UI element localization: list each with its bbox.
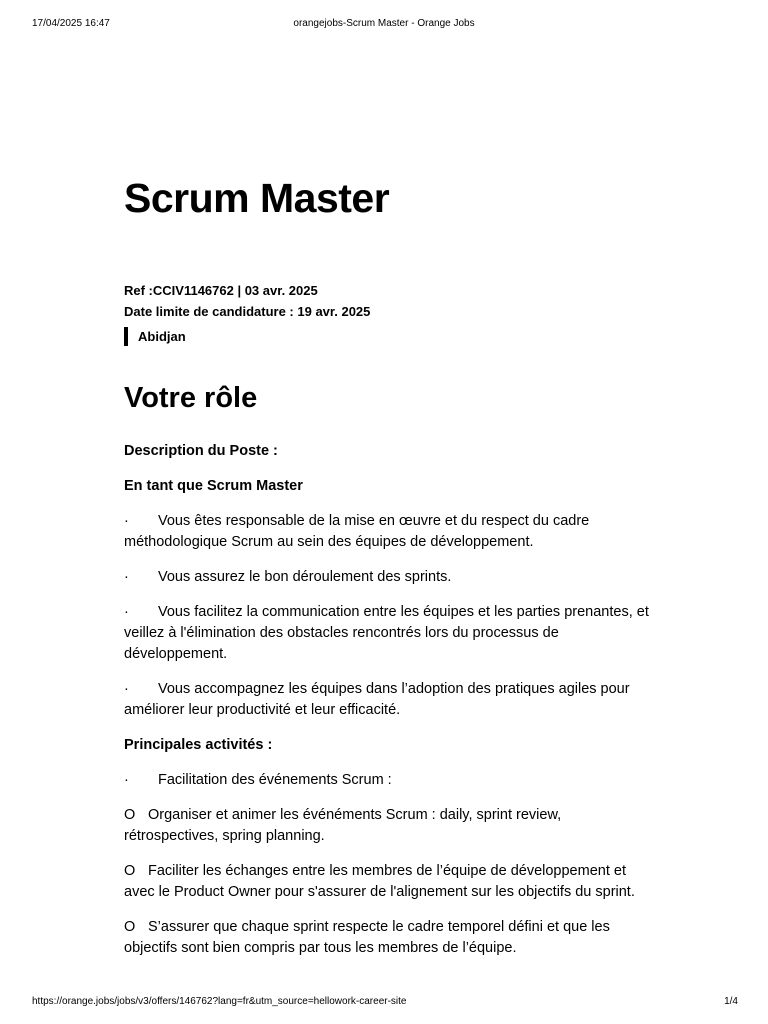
- page-number: 1/4: [724, 996, 738, 1007]
- activities-heading: Principales activités :: [124, 737, 273, 753]
- list-item-text: Facilitation des événements Scrum :: [158, 772, 392, 788]
- section-title: Votre rôle: [124, 382, 258, 414]
- job-location: Abidjan: [124, 327, 186, 346]
- list-item-text: Vous accompagnez les équipes dans l’adoption des pratiques agiles pour améliorer leur productivité et leur efficacité.: [124, 681, 630, 718]
- list-item: [124, 602, 654, 665]
- sub-list-item-text: Faciliter les échanges entre les membres de l’équipe de développement et avec le Product Owner pour s'assurer de l'alignement sur les objectifs du sprint.: [124, 863, 635, 900]
- list-item-text: Vous assurez le bon déroulement des sprints.: [158, 569, 452, 585]
- sub-list-item-text: Organiser et animer les événéments Scrum : daily, sprint review, rétrospectives, spring planning.: [124, 807, 562, 844]
- print-page-title: orangejobs-Scrum Master - Orange Jobs: [293, 18, 475, 29]
- sub-list-item-text: S’assurer que chaque sprint respecte le cadre temporel défini et que les objectifs sont bien compris par tous les membres de l’équipe.: [124, 919, 610, 956]
- bullet-icon: ·: [124, 604, 129, 620]
- print-timestamp: 17/04/2025 16:47: [32, 18, 110, 29]
- application-deadline: Date limite de candidature : 19 avr. 2025: [124, 304, 371, 319]
- bullet-icon: ·: [124, 513, 129, 529]
- circle-bullet-icon: O: [124, 919, 136, 935]
- list-item: [124, 567, 654, 588]
- bullet-icon: ·: [124, 681, 129, 697]
- list-item: [124, 679, 654, 721]
- list-item: [124, 770, 654, 791]
- sub-list-item: [124, 917, 654, 959]
- circle-bullet-icon: O: [124, 807, 136, 823]
- bullet-icon: ·: [124, 772, 129, 788]
- description-heading: Description du Poste :: [124, 443, 278, 459]
- role-heading: En tant que Scrum Master: [124, 478, 303, 494]
- job-description: [124, 441, 654, 959]
- page-url: https://orange.jobs/jobs/v3/offers/146762?lang=fr&utm_source=hellowork-career-site: [32, 996, 407, 1007]
- sub-list-item: [124, 861, 654, 903]
- list-item-text: Vous facilitez la communication entre les équipes et les parties prenantes, et veillez à l'élimination des obstacles rencontrés lors du processus de développement.: [124, 604, 649, 662]
- sub-list-item: [124, 805, 654, 847]
- list-item-text: Vous êtes responsable de la mise en œuvre et du respect du cadre méthodologique Scrum au sein des équipes de développement.: [124, 513, 590, 550]
- print-footer: [0, 996, 768, 1010]
- job-reference: Ref :CCIV1146762 | 03 avr. 2025: [124, 283, 318, 298]
- bullet-icon: ·: [124, 569, 129, 585]
- job-title: Scrum Master: [124, 175, 390, 221]
- circle-bullet-icon: O: [124, 863, 136, 879]
- list-item: [124, 511, 654, 553]
- print-header: [0, 18, 768, 32]
